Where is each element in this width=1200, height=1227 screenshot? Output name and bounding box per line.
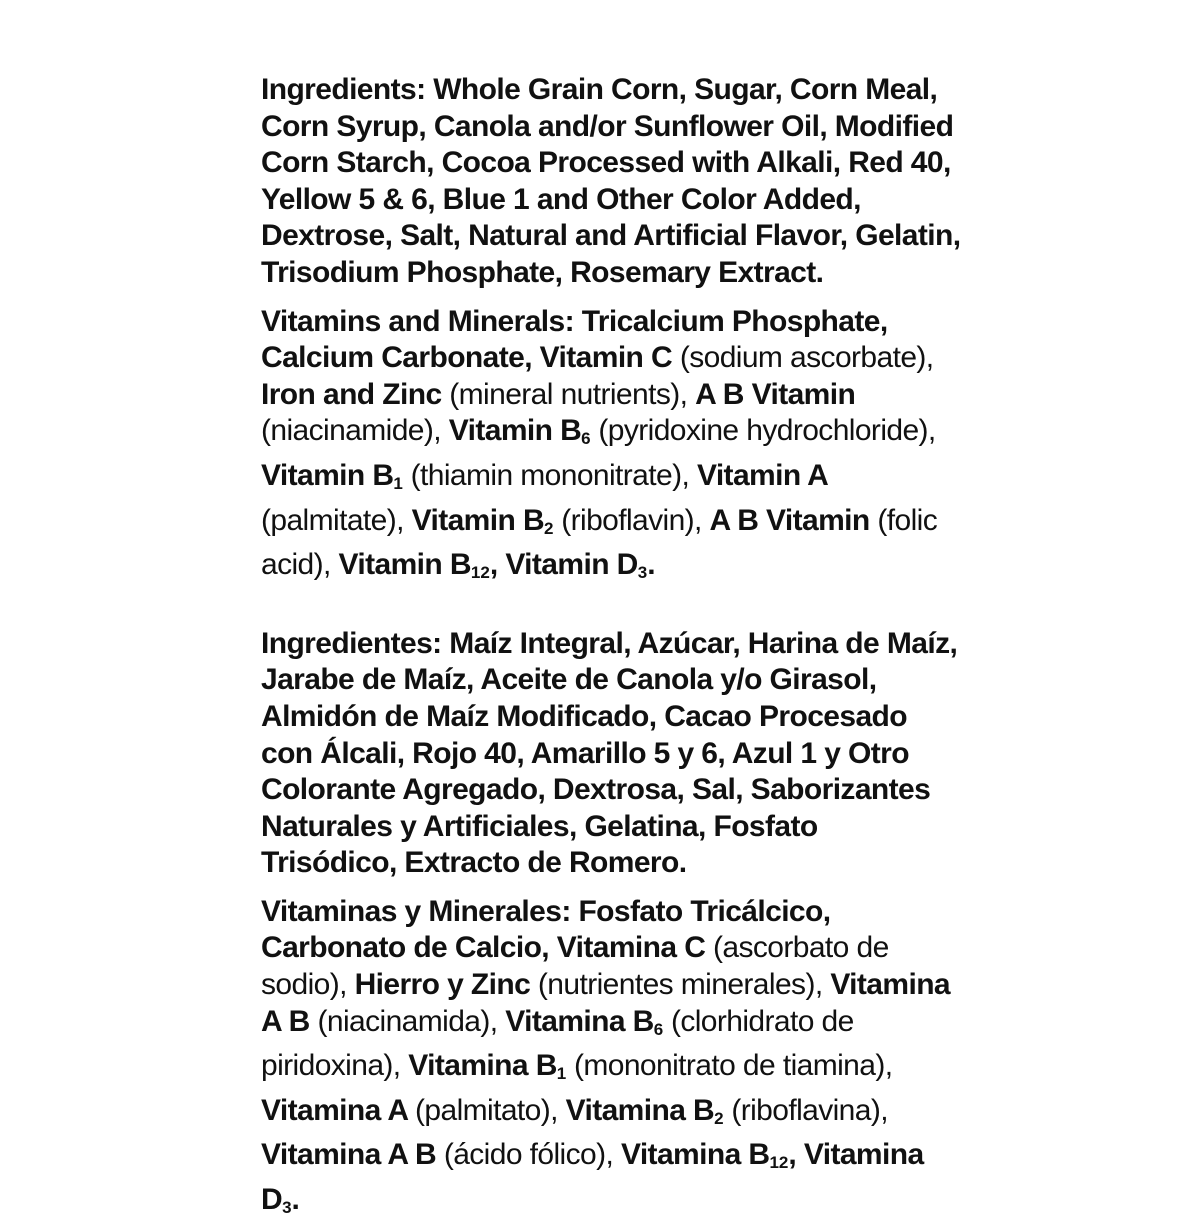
text-run: (riboflavina), [723,1093,888,1127]
text-run: Vitamin A [696,458,828,492]
text-run: Iron and Zinc [261,377,450,411]
text-run: (ácido fólico), [443,1138,621,1172]
text-run: Vitamina A [261,1093,416,1127]
text-run: (niacinamide), [261,414,449,448]
text-run: Vitaminas y Minerales: Fosfato Tricálcico, Carbonato de Calcio, Vitamina C [261,894,831,965]
text-run: Vitamin B [411,503,545,537]
text-run: Vitamina B [565,1093,715,1127]
text-run: (ascorbato de sodio), [261,931,889,1002]
text-run: (nutrientes minerales), [537,968,831,1002]
english-vitamins-paragraph [261,304,961,592]
text-run: (thiamin mononitrate), [402,458,697,492]
text-run: Vitamina B [408,1049,557,1083]
text-run: A B Vitamin [709,503,878,537]
text-run: (clorhidrato de piridoxina), [261,1004,854,1083]
subscript-text: 3 [282,1198,292,1218]
spanish-ingredients-paragraph: Ingredientes: Maíz Integral, Azúcar, Harina de Maíz, Jarabe de Maíz, Aceite de Canola y/o Girasol, Almidón de Maíz Modificado, Cacao Procesado con Álcali, Rojo 40, Amarillo 5 y 6, Azul 1 y Otro Colorante Agregado, Dextrosa, Sal, Saborizantes Naturales y Artificiales, Gelatina, Fosfato Trisódico, Extracto de Romero. [261,626,958,880]
subscript-text: 2 [714,1108,724,1128]
text-run: (sodium ascorbate), [679,341,934,375]
text-run: (niacinamida), [317,1004,506,1038]
text-run: (palmitate), [261,503,412,537]
text-run: Vitamina B [620,1138,770,1172]
text-run: A B Vitamin [695,377,856,411]
text-run: Hierro y Zinc [354,968,538,1002]
text-run: . [647,548,655,582]
text-run: Vitamins and Minerals: Tricalcium Phosphate, Calcium Carbonate, Vitamin C [261,304,888,375]
text-run: (palmitato), [415,1093,566,1127]
text-run: . [291,1183,300,1217]
text-run: (riboflavin), [553,503,710,537]
text-run: Vitamin B [448,414,582,448]
subscript-text: 1 [556,1064,567,1084]
text-run: Vitamina A B [261,1138,444,1172]
subscript-text: 1 [393,473,403,493]
text-run: , Vitamin D [489,548,638,582]
subscript-text: 6 [653,1019,664,1039]
subscript-text: 12 [470,563,490,583]
spanish-vitamins-paragraph [261,894,961,1227]
text-run: (mononitrato de tiamina), [566,1049,893,1083]
text-run: (folic acid), [261,503,938,582]
ingredient-label-panel [261,72,961,1227]
subscript-text: 3 [637,563,648,583]
text-run: Vitamin B [338,548,471,582]
text-run: (pyridoxine hydrochloride), [590,414,936,448]
subscript-text: 2 [544,518,554,538]
text-run: , Vitamina D [261,1138,924,1217]
text-run: Vitamin B [261,458,394,492]
subscript-text: 6 [581,429,591,449]
english-ingredients-paragraph: Ingredients: Whole Grain Corn, Sugar, Corn Meal, Corn Syrup, Canola and/or Sunflower Oil, Modified Corn Starch, Cocoa Processed with Alkali, Red 40, Yellow 5 & 6, Blue 1 and Other Color Added, Dextrose, Salt, Natural and Artificial Flavor, Gelatin, Trisodium Phosphate, Rosemary Extract. [261,73,961,289]
text-run: (mineral nutrients), [449,377,696,411]
text-run: Vitamina B [505,1004,654,1038]
text-run: Vitamina A B [261,968,951,1038]
subscript-text: 12 [769,1153,789,1173]
